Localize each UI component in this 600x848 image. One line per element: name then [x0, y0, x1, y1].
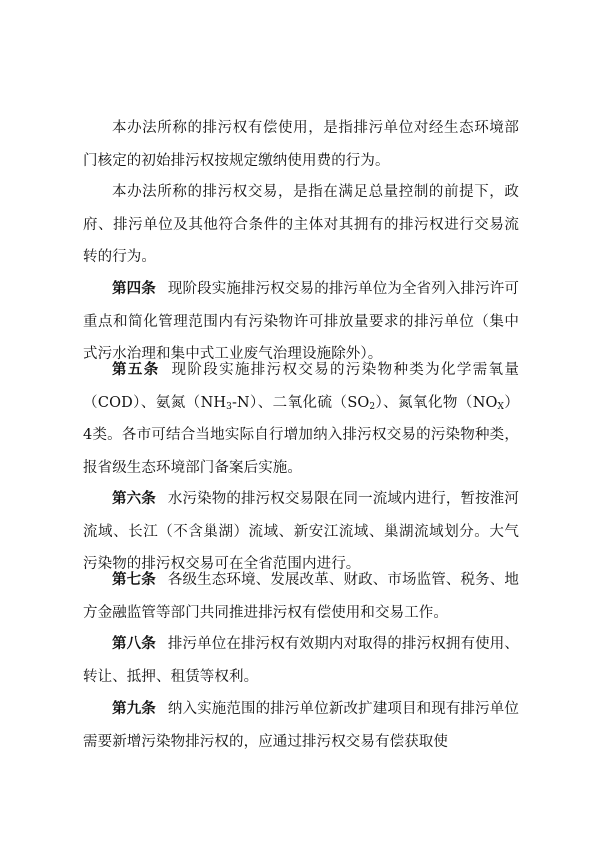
article-7	[83, 564, 519, 629]
article-5-label: 第五条	[112, 361, 160, 378]
paragraph-paid-use-definition: 本办法所称的排污权有偿使用，是指排污单位对经生态环境部门核定的初始排污权按规定缴纳使用费的行为。	[83, 120, 519, 169]
article-8-text: 排污单位在排污权有效期内对取得的排污权拥有使用、转让、抵押、租赁等权利。	[83, 636, 519, 685]
article-6-label: 第六条	[112, 490, 156, 507]
article-6-text: 水污染物的排污权交易限在同一流域内进行，暂按淮河流域、长江（不含巢湖）流域、新安江流域、巢湖流域划分。大气污染物的排污权交易可在全省范围内进行。	[83, 491, 519, 572]
article-5: 第五条 现阶段实施排污权交易的污染物种类为化学需氧量（COD）、氨氮$(NH_3-N)$、二氧化硫$(SO_2)$、氮氧化物$(NO_X)4$类。各市可结合当地实际自行增加纳入排污权交易的污染物种类，报省级生态环境部门备案后实施。	[83, 361, 519, 476]
article-7-label: 第七条	[112, 571, 156, 588]
article-8	[83, 628, 519, 693]
article-9	[83, 693, 519, 758]
article-9-text: 纳入实施范围的排污单位新改扩建项目和现有排污单位需要新增污染物排污权的，应通过排污权交易有偿获取使	[83, 701, 519, 750]
article-7-text: 各级生态环境、发展改革、财政、市场监管、税务、地方金融监管等部门共同推进排污权有偿使用和交易工作。	[83, 572, 519, 621]
paragraph-trading-definition: 本办法所称的排污权交易，是指在满足总量控制的前提下，政府、排污单位及其他符合条件的主体对其拥有的排污权进行交易流转的行为。	[83, 184, 519, 265]
article-9-label: 第九条	[112, 700, 156, 717]
article-4-text: 现阶段实施排污权交易的排污单位为全省列入排污许可重点和简化管理范围内有污染物许可排放量要求的排污单位（集中式污水治理和集中式工业废气治理设施除外）。	[83, 281, 519, 362]
article-8-label: 第八条	[112, 635, 156, 652]
article-4-label: 第四条	[112, 280, 156, 297]
